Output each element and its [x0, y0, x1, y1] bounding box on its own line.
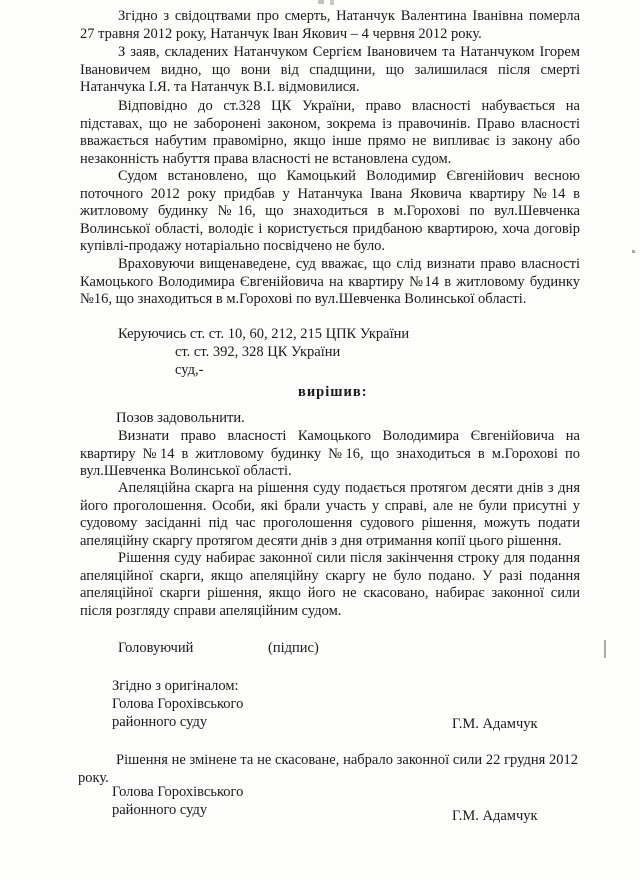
legal-basis-line1: Керуючись ст. ст. 10, 60, 212, 215 ЦПК України [118, 326, 410, 342]
paragraph-court-finding: Судом встановлено, що Камоцький Володимир Євгенійович весною поточного 2012 року придбав у Натанчука Івана Яковича квартиру №14 в житловому будинку №16, що знаходиться в м.Горохові по вул.Шевченка Волинської області, володіє і користується придбаною квартирою, хоча договір купівлі-продажу нотаріально посвідчено не було. [80, 168, 580, 254]
presiding-judge-label: Головуючий [118, 640, 194, 656]
decision-claim-granted: Позов задовольнити. [116, 410, 245, 426]
court-head-title: Голова Горохівського [112, 696, 244, 712]
paragraph-court-conclusion: Враховуючи вищенаведене, суд вважає, що слід визнати право власності Камоцького Володимира Євгенійовича на квартиру №14 в житловому будинку №16, що знаходиться в м.Горохові по вул.Шевченка Волинської області. [80, 256, 580, 307]
decision-heading: вирішив: [298, 384, 368, 400]
paragraph-death-certificates: Згідно з свідоцтвами про смерть, Натанчук Валентина Іванівна померла 27 травня 2012 року, Натанчук Іван Якович – 4 червня 2012 року. [80, 8, 580, 42]
copy-certification: Згідно з оригіналом: [112, 678, 239, 694]
scan-artifact [604, 640, 606, 658]
final-force-note: Рішення не змінене та не скасоване, набрало законної сили 22 грудня 2012 року. [78, 752, 578, 786]
decision-ownership: Визнати право власності Камоцького Володимира Євгенійовича на квартиру №14 в житловому будинку №16, що знаходиться в м.Горохові по вул.Шевченка Волинської області. [80, 428, 580, 479]
decision-appeal-procedure: Апеляційна скарга на рішення суду подається протягом десяти днів з дня його проголошення. Особи, які брали участь у справі, але не були присутні у судовому засіданні під час проголошення судового рішення, можуть подати апеляційну скаргу протягом десяти днів з дня отримання копії цього рішення. [80, 480, 580, 549]
paragraph-inheritance-refusal: З заяв, складених Натанчуком Сергієм Івановичем та Натанчуком Ігорем Івановичем видно, що вони від спадщини, що залишилася після смерті Натанчука І.Я. та Натанчук В.І. відмовилися. [80, 44, 580, 95]
signature-mark: (підпис) [268, 640, 319, 656]
court-name-2: районного суду [112, 802, 208, 818]
legal-basis-line2: ст. ст. 392, 328 ЦК України [175, 344, 341, 360]
judge-name-2: Г.М. Адамчук [452, 808, 538, 824]
court-name: районного суду [112, 714, 208, 730]
scan-artifact [330, 0, 334, 5]
paragraph-legal-provision: Відповідно до ст.328 ЦК України, право власності набувається на підставах, що не заборонені законом, зокрема із правочинів. Право власності вважається набутим правомірно, якщо інше прямо не випливає із закону або незаконність набуття права власності не встановлена судом. [80, 98, 580, 167]
decision-entry-into-force: Рішення суду набирає законної сили після закінчення строку для подання апеляційної скарги, якщо апеляційну скаргу не було подано. У разі подання апеляційної скарги рішення, якщо його не скасовано, набирає законної сили після розгляду справи апеляційним судом. [80, 550, 580, 619]
scan-artifact [632, 250, 635, 253]
court-head-title-2: Голова Горохівського [112, 784, 244, 800]
legal-basis-line3: суд,- [175, 362, 204, 378]
scan-artifact [318, 0, 324, 4]
judge-name: Г.М. Адамчук [452, 716, 538, 732]
